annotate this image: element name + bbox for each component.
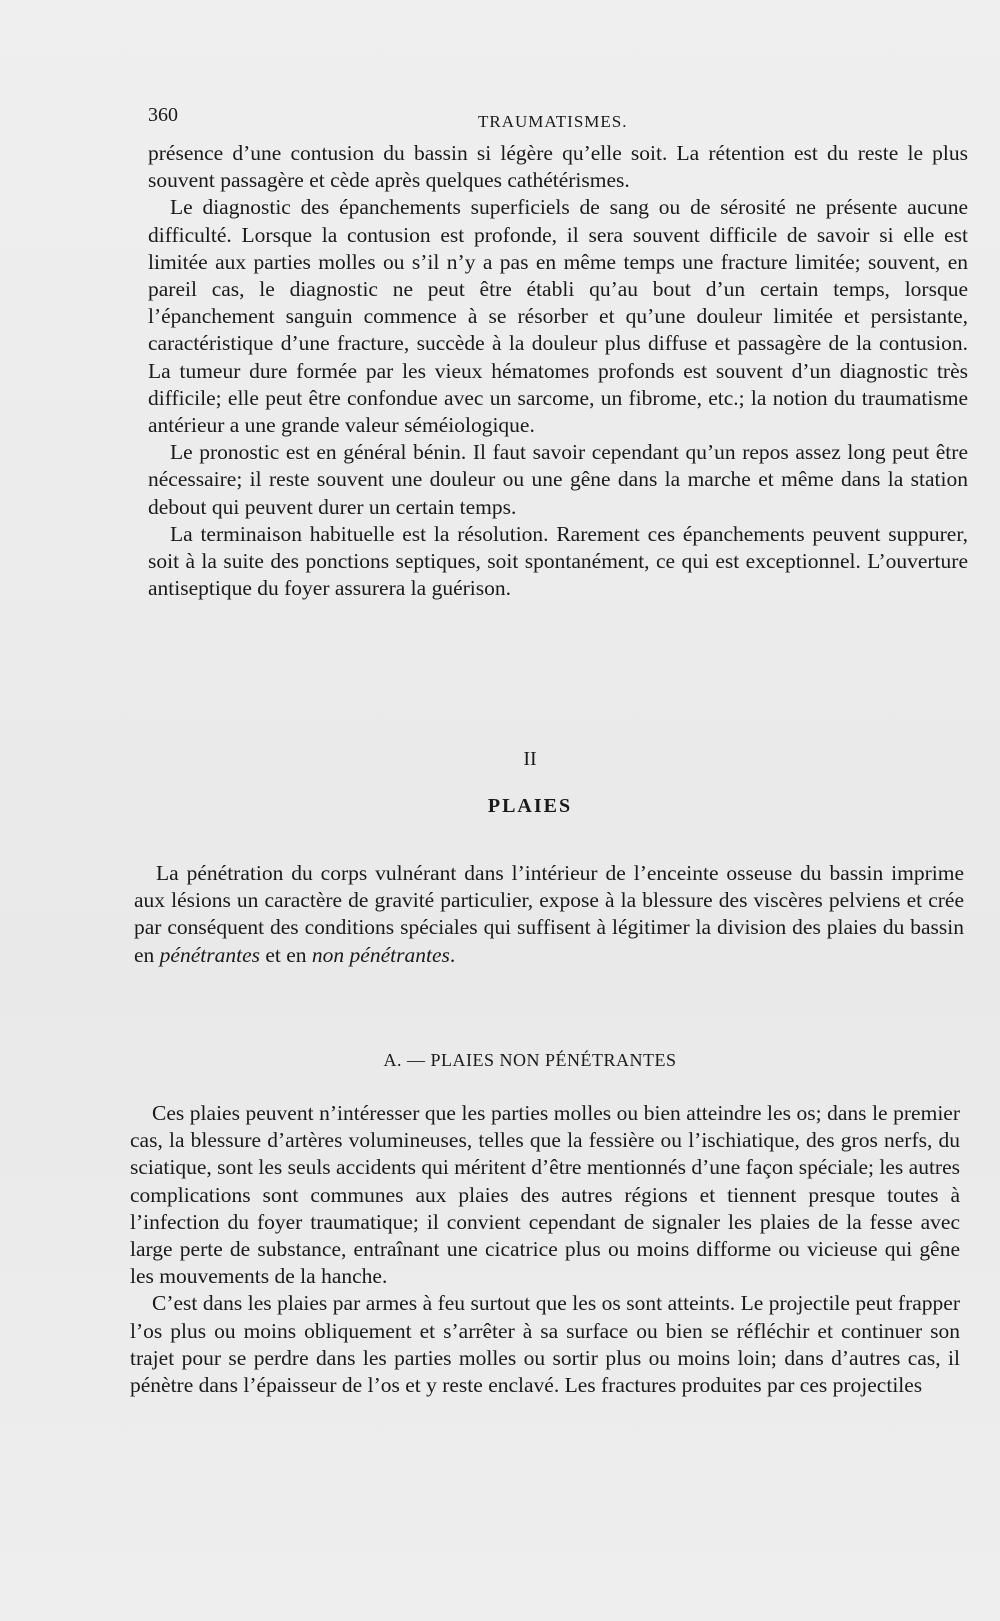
paragraph: C’est dans les plaies par armes à feu surtout que les os sont atteints. Le projectile peut frapper l’os plus ou moins obliquement et s’arrêter à sa surface ou bien se réfléchir et continuer son trajet pour se perdre dans les parties molles ou sortir plus ou moins loin; dans d’autres cas, il pénètre dans l’épaisseur de l’os et y reste enclavé. Les fractures produites par ces projectiles (130, 1291, 960, 1398)
section-title: PLAIES (487, 795, 573, 817)
plaies-intro-block (134, 860, 964, 969)
intro-text: . (449, 942, 456, 967)
paragraph: Le diagnostic des épanchements superficiels de sang ou de sérosité ne présente aucune difficulté. Lorsque la contusion est profonde, il sera souvent difficile de savoir si elle est limitée aux parties molles ou s’il n’y a pas en même temps une fracture limitée; souvent, en pareil cas, le diagnostic ne peut être établi qu’au bout d’un certain temps, lorsque l’épanchement sanguin commence à se résorber et qu’une douleur limitée et persistante, caractéristique d’une fracture, succède à la douleur plus diffuse et passagère de la contusion. La tumeur dure formée par les vieux hématomes profonds est souvent d’un diagnostic très difficile; elle peut être confondue avec un sarcome, un fibrome, etc.; la notion du traumatisme antérieur a une grande valeur séméiologique. (148, 195, 968, 438)
contusion-text-block (148, 140, 968, 602)
running-head: TRAUMATISMES. (478, 112, 628, 131)
paragraph: Ces plaies peuvent n’intéresser que les parties molles ou bien atteindre les os; dans le premier cas, la blessure d’artères volumineuses, telles que la fessière ou l’ischiatique, des gros nerfs, du sciatique, sont les seuls accidents qui méritent d’être mentionnés d’une façon spéciale; les autres complications sont communes aux plaies des autres régions et tiennent presque toutes à l’infection du foyer traumatique; il convient cependant de signaler les plaies de la fesse avec large perte de substance, entraînant une cicatrice plus ou moins difforme ou vicieuse qui gêne les mouvements de la hanche. (130, 1101, 960, 1289)
page-header (148, 104, 968, 134)
paragraph: Le pronostic est en général bénin. Il faut savoir cependant qu’un repos assez long peut être nécessaire; il reste souvent une douleur ou une gêne dans la marche et même dans la station debout qui peuvent durer un certain temps. (148, 440, 968, 519)
page-number: 360 (148, 104, 178, 126)
italic-term: pénétrantes (159, 942, 260, 967)
paragraph (134, 860, 964, 969)
italic-term: non pénétrantes (311, 942, 450, 967)
intro-text: et en (259, 942, 312, 967)
intro-text: La pénétration du corps vulnérant dans l’intérieur de l’enceinte osseuse du bassin imprime aux lésions un caractère de gravité particulier, expose à la blessure des viscères pelviens et crée par conséquent des conditions spéciales qui suffisent à légitimer la division des plaies du bassin en (134, 861, 964, 967)
paragraph: présence d’une contusion du bassin si légère qu’elle soit. La rétention est du reste le plus souvent passagère et cède après quelques cathétérismes. (148, 141, 968, 193)
plaies-non-penetrantes-block (130, 1100, 960, 1399)
paragraph: La terminaison habituelle est la résolution. Rarement ces épanchements peuvent suppurer, soit à la suite des ponctions septiques, soit spontanément, ce qui est exceptionnel. L’ouverture antiseptique du foyer assurera la guérison. (148, 521, 968, 601)
section-numeral: II (523, 748, 537, 770)
subsection-title: A. — PLAIES NON PÉNÉTRANTES (383, 1050, 677, 1070)
